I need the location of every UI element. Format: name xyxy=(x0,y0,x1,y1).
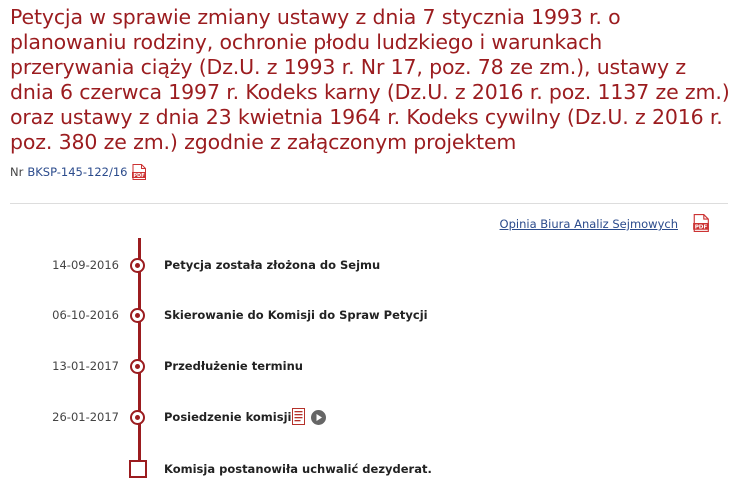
event-label: Petycja została złożona do Sejmu xyxy=(164,258,381,272)
petition-number-link[interactable]: BKSP-145-122/16 xyxy=(27,165,128,179)
event-date: 14-09-2016 xyxy=(52,258,119,272)
svg-text:PDF: PDF xyxy=(133,173,146,179)
petition-number-label: Nr xyxy=(10,165,24,179)
svg-text:PDF: PDF xyxy=(694,224,708,231)
timeline-dot xyxy=(130,410,145,425)
document-icon[interactable] xyxy=(292,408,305,425)
timeline-dot xyxy=(130,258,145,273)
event-label: Skierowanie do Komisji do Spraw Petycji xyxy=(164,308,428,322)
timeline-event xyxy=(0,256,738,276)
timeline-dot xyxy=(130,359,145,374)
timeline-final-marker xyxy=(129,460,147,478)
petition-number-line xyxy=(10,164,146,180)
timeline-event xyxy=(0,306,738,326)
opinion-pdf-icon[interactable] xyxy=(693,214,707,230)
petition-title: Petycja w sprawie zmiany ustawy z dnia 7 stycznia 1993 r. o planowaniu rodziny, ochronie płodu ludzkiego i warunkach przerywania ciąży (Dz.U. z 1993 r. Nr 17, poz. 78 ze zm.), ustawy z dnia 6 czerwca 1997 r. Kodeks karny (Dz.U. z 2016 r. poz. 1137 ze zm.) oraz ustawy z dnia 23 kwietnia 1964 r. Kodeks cywilny (Dz.U. z 2016 r. poz. 380 ze zm.) zgodnie z załączonym projektem xyxy=(10,5,730,154)
event-date: 06-10-2016 xyxy=(52,308,119,322)
pdf-icon[interactable] xyxy=(132,164,146,180)
event-label: Posiedzenie komisji xyxy=(164,410,292,424)
section-divider xyxy=(10,203,728,204)
play-icon[interactable] xyxy=(311,410,326,425)
event-date: 13-01-2017 xyxy=(52,359,119,373)
event-label: Przedłużenie terminu xyxy=(164,359,303,373)
timeline-event xyxy=(0,408,738,428)
opinion-link[interactable]: Opinia Biura Analiz Sejmowych xyxy=(499,217,678,231)
event-date: 26-01-2017 xyxy=(52,410,119,424)
final-decision-label: Komisja postanowiła uchwalić dezyderat. xyxy=(164,462,432,476)
timeline-dot xyxy=(130,308,145,323)
timeline-event xyxy=(0,357,738,377)
